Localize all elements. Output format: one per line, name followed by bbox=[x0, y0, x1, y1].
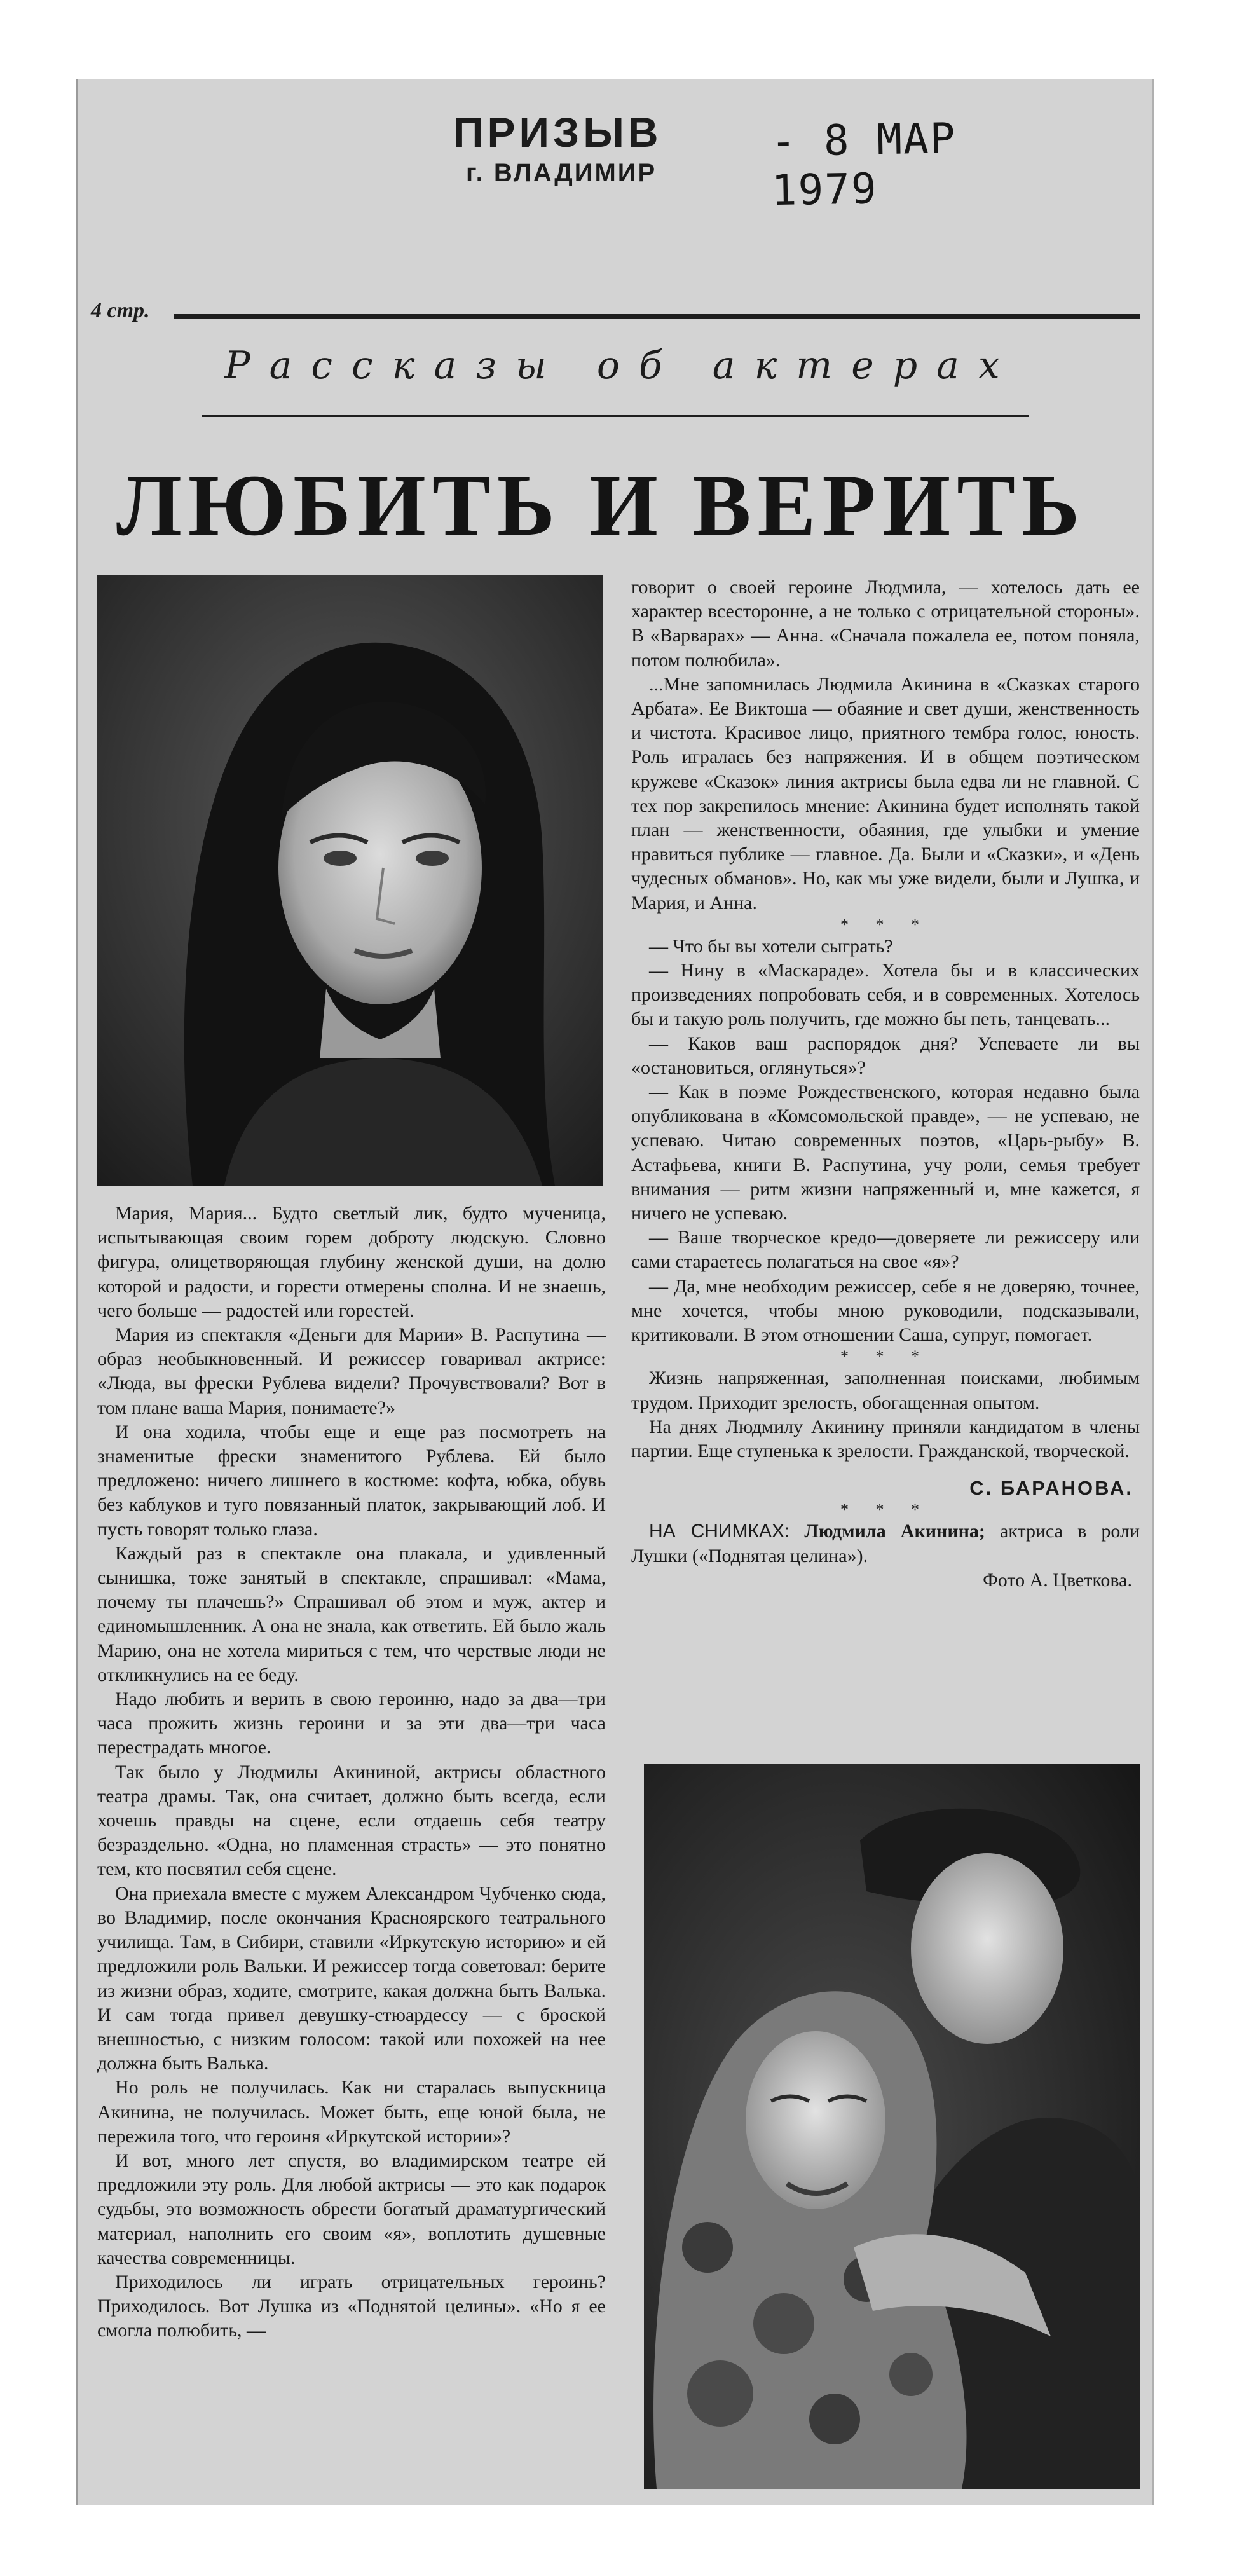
interview-line: — Да, мне необходим режиссер, себе я не доверяю, точнее, мне хочется, чтобы мною руководили, подсказывали, критиковали. В этом отношении Саша, супруг, помогает. bbox=[631, 1275, 1140, 1346]
date-stamp: - 8 МАР 1979 bbox=[770, 114, 957, 216]
paragraph: Надо любить и верить в свою героиню, надо за два—три часа прожить жизнь героини и за эти два—три часа перестрадать многое. bbox=[97, 1689, 606, 1758]
separator-stars: * * * bbox=[840, 1500, 931, 1519]
paragraph: Мария, Мария... Будто светлый лик, будто мученица, испытывающая своим горем доброту людскую. Словно фигура, олицетворяющая глубину женской души, на долю которой и радости, и горести отмерены сполна. И не знаешь, чего больше — радостей или горестей. bbox=[97, 1203, 606, 1321]
interview-line: — Как в поэме Рождественского, которая недавно была опубликована в «Комсомольской правде», — не успеваю, не успеваю. Читаю современных поэтов, «Царь-рыбу» В. Астафьева, книги В. Распутина, учу роли, семья требует внимания — ритм жизни напряженный и, мне кажется, я ничего не успеваю. bbox=[631, 1081, 1140, 1224]
rubric-underline bbox=[202, 415, 1029, 417]
paragraph: ...Мне запомнилась Людмила Акинина в «Сказках старого Арбата». Ее Виктоша — обаяние и свет души, женственность и чистота. Красивое лицо, приятного тембра голос, юность. Роль игралась без напряжения. И в общем поэтическом кружеве «Сказок» линия актрисы была едва ли не главной. С тех пор закрепилось мнение: Акинина будет исполнять такой план — женственности, обаяния, где улыбки и умение нравиться публике — главное. Да. Были и «Сказки», и «День чудесных обманов». Но, как мы уже видели, были и Лушка, и Мария, и Анна. bbox=[631, 673, 1140, 914]
paragraph: Приходилось ли играть отрицательных героинь? Приходилось. Вот Лушка из «Поднятой целины». «Но я ее смогла полюбить, — bbox=[97, 2271, 606, 2341]
paragraph: говорит о своей героине Людмила, — хотелось дать ее характер всесторонне, а не только с отрицательной стороны». В «Варварах» — Анна. «Сначала пожалела ее, потом поняла, потом полюбила». bbox=[631, 577, 1140, 671]
page-rule bbox=[174, 314, 1140, 319]
page-marker bbox=[91, 299, 1146, 324]
portrait-photo bbox=[97, 575, 603, 1186]
interview-line: — Ваше творческое кредо—доверяете ли режиссеру или сами стараетесь полагаться на свое «я»? bbox=[631, 1227, 1140, 1273]
paragraph: Мария из спектакля «Деньги для Марии» В. Распутина — образ необыкновенный. И режиссер говаривал актрисе: «Люда, вы фрески Рублева видели? Прочувствовали? Вот в том плане ваша Мария, понимаете?» bbox=[97, 1324, 606, 1418]
rubric-title: Рассказы об актерах bbox=[224, 343, 1019, 388]
article-headline: ЛЮБИТЬ И ВЕРИТЬ bbox=[116, 456, 1086, 554]
paragraph: Так было у Людмилы Акининой, актрисы областного театра драмы. Так, она считает, должно быть всегда, если хочешь правды на сцене, если отдаешь себя театру безраздельно. «Одна, но пламенная страсть» — это понятно тем, кто посвятил себя сцене. bbox=[97, 1761, 606, 1880]
interview-line: — Нину в «Маскараде». Хотела бы и в классических произведениях попробовать себя, и в современных. Хотелось бы и такую роль получить, где можно бы петь, танцевать... bbox=[631, 960, 1140, 1030]
paragraph: На днях Людмилу Акинину приняли кандидатом в члены партии. Еще ступенька к зрелости. Гражданской, творческой. bbox=[631, 1416, 1140, 1462]
caption-text: актриса в роли Лушки («Поднятая целина»). bbox=[631, 1521, 1140, 1566]
interview-line: — Каков ваш распорядок дня? Успеваете ли вы «остановиться, оглянуться»? bbox=[631, 1032, 1140, 1078]
newspaper-name: ПРИЗЫВ bbox=[453, 109, 662, 156]
photo-caption bbox=[631, 1519, 1140, 1568]
paragraph: И она ходила, чтобы еще и еще раз посмотреть на знаменитые фрески знаменитого Рублева. Ей было предложено: ничего лишнего в костюме: кофта, юбка, обувь без каблуков и туго повязанный платок, закрывающий лоб. И пусть говорят только глаза. bbox=[97, 1421, 606, 1540]
couple-photo bbox=[644, 1764, 1140, 2489]
separator-stars: * * * bbox=[840, 1347, 931, 1366]
newspaper-clipping bbox=[76, 79, 1154, 2505]
photo-credit: Фото А. Цветкова. bbox=[983, 1569, 1132, 1591]
left-column bbox=[97, 1202, 606, 2343]
paragraph: И вот, много лет спустя, во владимирском театре ей предложили эту роль. Для любой актрисы — это как подарок судьбы, это возможность обрести богатый драматургический материал, наполнить его своим «я», воплотить душевные качества современницы. bbox=[97, 2149, 606, 2268]
masthead bbox=[377, 108, 1076, 216]
right-column bbox=[631, 575, 1140, 1593]
newspaper-city: г. ВЛАДИМИР bbox=[466, 159, 657, 187]
paragraph: Она приехала вместе с мужем Александром Чубченко сюда, во Владимир, после окончания Красноярского театрального училища. Там, в Сибири, ставили «Иркутскую историю» и ей предложили роль Вальки. И режиссер тогда советовал: берите из жизни образ, ходите, смотрите, какая должна быть Валька. И сам тогда привел девушку-стюардессу — с броской внешностью, с низким голосом: такой или похожей на нее должна быть Валька. bbox=[97, 1882, 606, 2074]
paragraph: Жизнь напряженная, заполненная поисками, любимым трудом. Приходит зрелость, обогащенная опытом. bbox=[631, 1367, 1140, 1413]
page-number: 4 стр. bbox=[91, 299, 150, 322]
author-signature: С. БАРАНОВА. bbox=[969, 1477, 1133, 1500]
caption-label: НА СНИМКАХ: bbox=[649, 1521, 790, 1542]
interview-line: — Что бы вы хотели сыграть? bbox=[649, 935, 893, 957]
paragraph: Каждый раз в спектакле она плакала, и удивленный сынишка, тоже занятый в спектакле, спрашивал: «Мама, почему ты плачешь?» Спрашивал об этом и муж, актер и единомышленник. А она не знала, как ответить. Ей было жаль Марию, она не хотела мириться с тем, что черствые люди не откликнулись на ее беду. bbox=[97, 1542, 606, 1685]
separator-stars: * * * bbox=[840, 915, 931, 934]
caption-names: Людмила Акинина; bbox=[804, 1521, 985, 1542]
paragraph: Но роль не получилась. Как ни старалась выпускница Акинина, не получилась. Может быть, еще юной была, не пережила того, что героиня «Иркутской истории»? bbox=[97, 2077, 606, 2147]
